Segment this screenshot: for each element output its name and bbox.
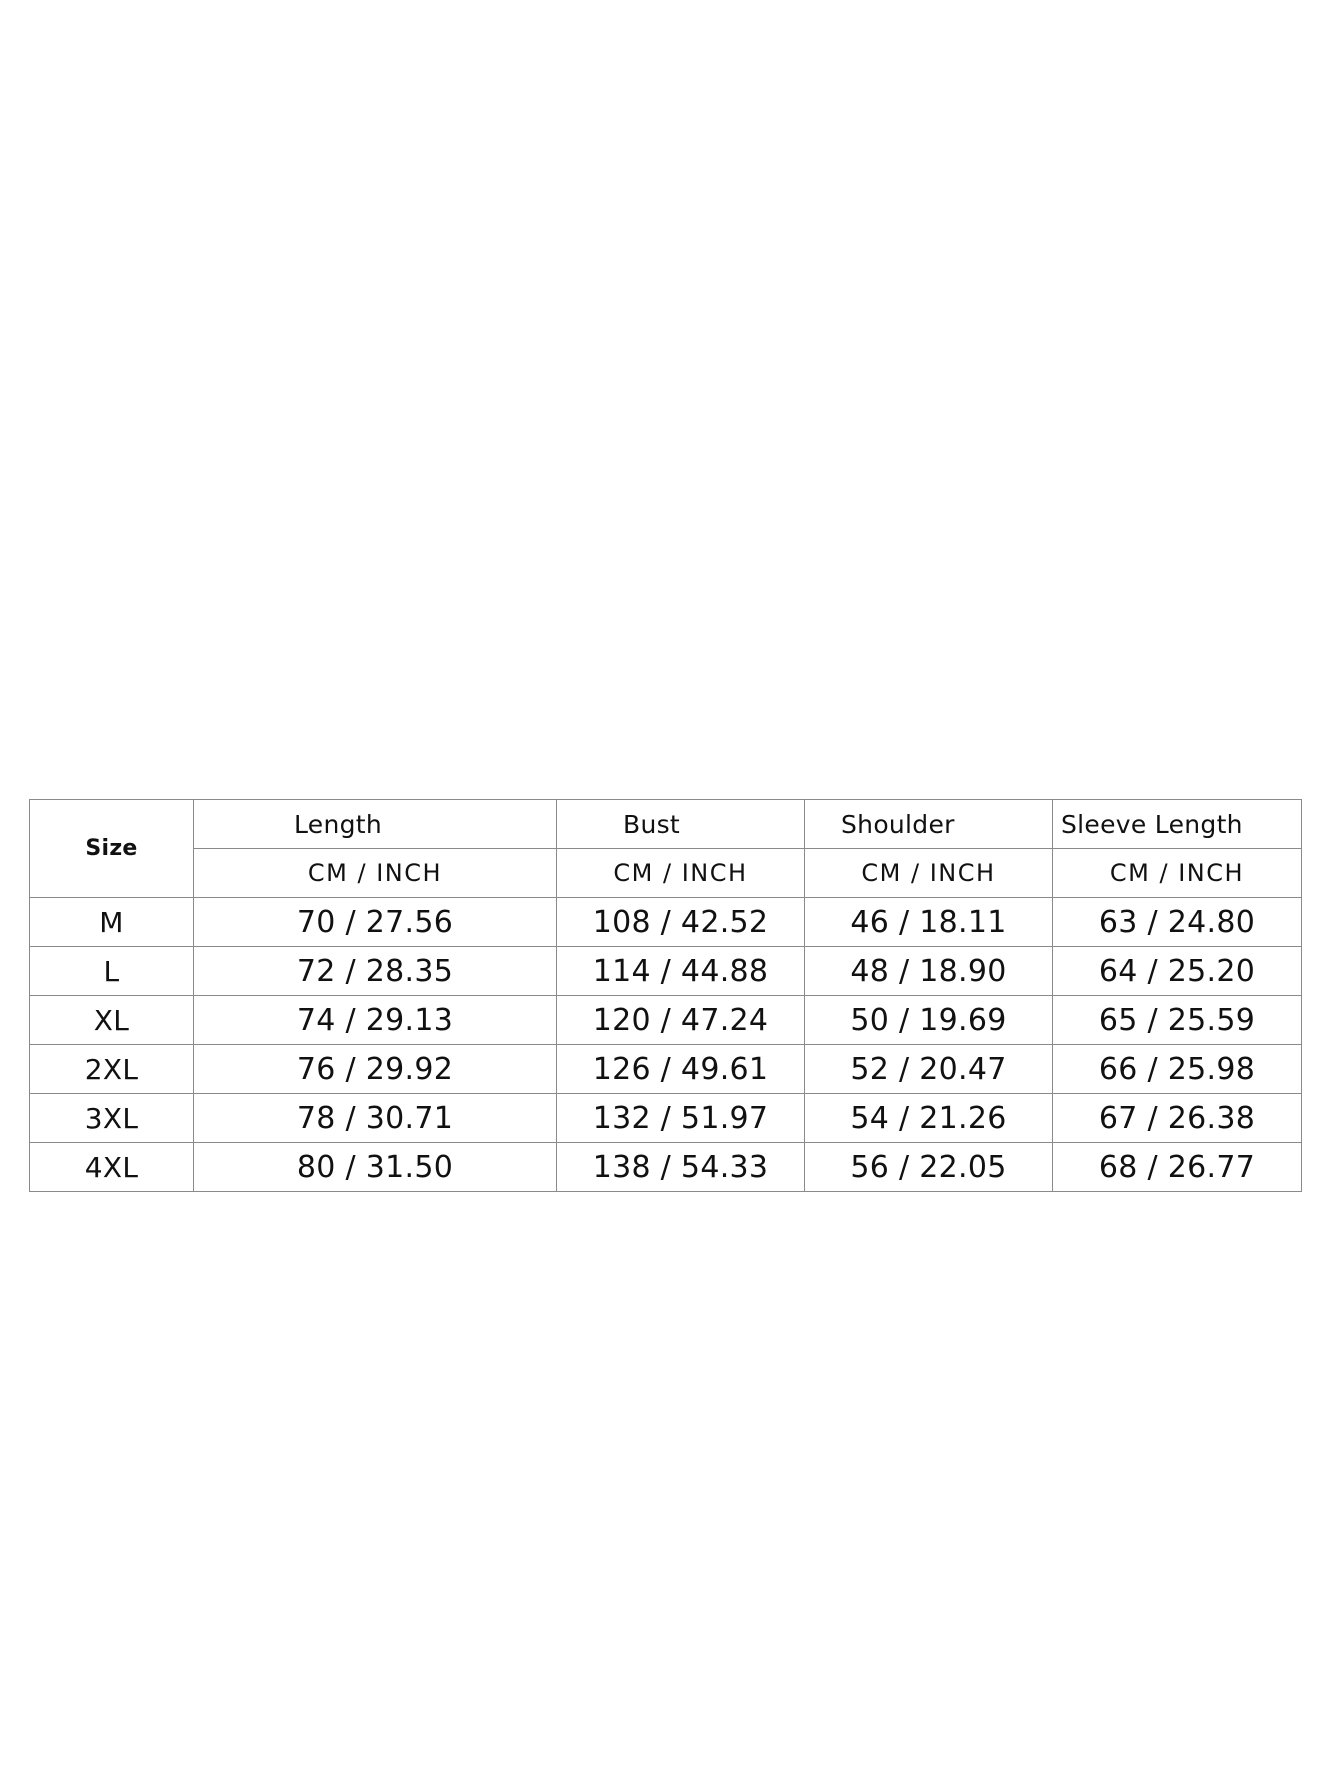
- length-cell: 70 / 27.56: [194, 898, 557, 947]
- length-cell: 74 / 29.13: [194, 996, 557, 1045]
- length-cell: 80 / 31.50: [194, 1143, 557, 1192]
- table-row: [30, 898, 1302, 947]
- shoulder-cell: 54 / 21.26: [805, 1094, 1053, 1143]
- bust-cell: 114 / 44.88: [557, 947, 805, 996]
- sleeve-length-cell: 64 / 25.20: [1053, 947, 1302, 996]
- bust-cell: 108 / 42.52: [557, 898, 805, 947]
- column-header-bust: Bust: [557, 800, 805, 849]
- sleeve-length-cell: 68 / 26.77: [1053, 1143, 1302, 1192]
- header-row: [30, 800, 1302, 849]
- shoulder-cell: 52 / 20.47: [805, 1045, 1053, 1094]
- sleeve-length-cell: 67 / 26.38: [1053, 1094, 1302, 1143]
- unit-row: [30, 849, 1302, 898]
- size-cell: 2XL: [30, 1045, 194, 1094]
- table-row: [30, 996, 1302, 1045]
- length-cell: 76 / 29.92: [194, 1045, 557, 1094]
- length-cell: 78 / 30.71: [194, 1094, 557, 1143]
- unit-label: CM / INCH: [194, 849, 557, 898]
- size-header: Size: [30, 800, 194, 898]
- column-header-shoulder: Shoulder: [805, 800, 1053, 849]
- sleeve-length-cell: 66 / 25.98: [1053, 1045, 1302, 1094]
- shoulder-cell: 56 / 22.05: [805, 1143, 1053, 1192]
- table-row: [30, 1143, 1302, 1192]
- shoulder-cell: 46 / 18.11: [805, 898, 1053, 947]
- unit-label: CM / INCH: [1053, 849, 1302, 898]
- size-cell: M: [30, 898, 194, 947]
- shoulder-cell: 48 / 18.90: [805, 947, 1053, 996]
- table-row: [30, 947, 1302, 996]
- column-header-length: Length: [194, 800, 557, 849]
- column-header-sleeve-length: Sleeve Length: [1053, 800, 1302, 849]
- size-cell: L: [30, 947, 194, 996]
- bust-cell: 132 / 51.97: [557, 1094, 805, 1143]
- sleeve-length-cell: 65 / 25.59: [1053, 996, 1302, 1045]
- unit-label: CM / INCH: [557, 849, 805, 898]
- size-cell: 4XL: [30, 1143, 194, 1192]
- size-cell: XL: [30, 996, 194, 1045]
- size-chart: [29, 799, 1301, 1192]
- bust-cell: 126 / 49.61: [557, 1045, 805, 1094]
- length-cell: 72 / 28.35: [194, 947, 557, 996]
- table-row: [30, 1094, 1302, 1143]
- bust-cell: 138 / 54.33: [557, 1143, 805, 1192]
- unit-label: CM / INCH: [805, 849, 1053, 898]
- bust-cell: 120 / 47.24: [557, 996, 805, 1045]
- size-cell: 3XL: [30, 1094, 194, 1143]
- size-table: [29, 799, 1302, 1192]
- table-row: [30, 1045, 1302, 1094]
- shoulder-cell: 50 / 19.69: [805, 996, 1053, 1045]
- sleeve-length-cell: 63 / 24.80: [1053, 898, 1302, 947]
